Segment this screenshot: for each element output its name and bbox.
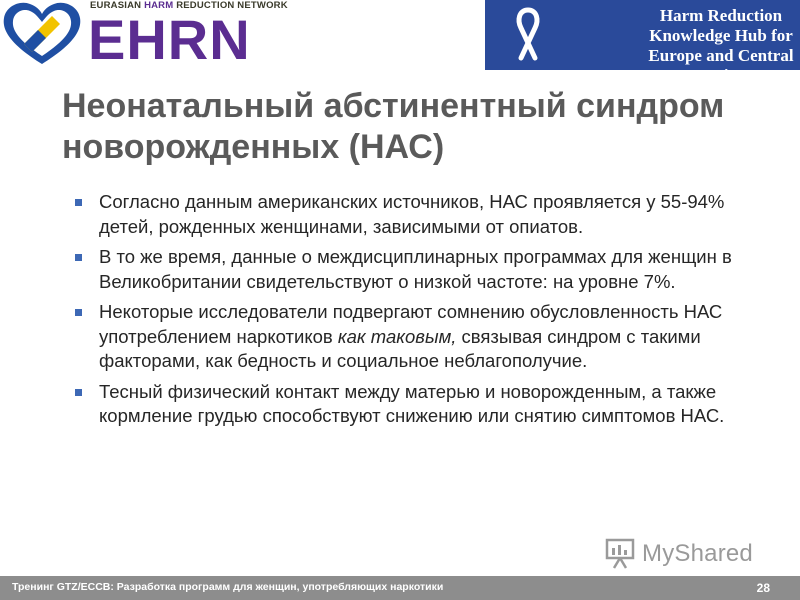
bullet-square-icon: [75, 199, 82, 206]
bullet-square-icon: [75, 389, 82, 396]
bullet-text-start: Некоторые исследователи подвергают сомнению обусловленность НАС употреблением наркотиков: [99, 301, 723, 347]
knowledge-hub-banner: [485, 0, 800, 85]
presentation-board-icon: [604, 536, 636, 570]
bullet-list: [72, 190, 732, 435]
hub-title: Harm Reduction Knowledge Hub for Europe and Central Asia: [648, 6, 794, 85]
network-name: EURASIAN HARM REDUCTION NETWORK: [90, 0, 288, 11]
bullet-text-italic: как таковым,: [337, 325, 457, 347]
bullet-text: Тесный физический контакт между матерью и новорожденным, а также кормление грудью способствуют снижению или снятию симптомов НАС.: [99, 380, 725, 426]
footer-bar: [0, 576, 800, 600]
bullet-item: [72, 300, 732, 374]
bullet-text: В то же время, данные о междисциплинарных программах для женщин в Великобритании свидетельствуют о низкой частоте: на уровне 7%.: [99, 246, 732, 292]
awareness-ribbon-icon: [505, 6, 551, 64]
page-number: 28: [756, 581, 770, 595]
footer-text: Тренинг GTZ/ECCB: Разработка программ для женщин, употребляющих наркотики: [12, 581, 444, 593]
bullet-square-icon: [75, 309, 82, 316]
myshared-watermark: [604, 536, 774, 574]
bullet-item: [72, 190, 732, 239]
ehrn-wordmark: EHRN: [88, 8, 251, 71]
heart-logo-icon: [0, 0, 90, 70]
header: [0, 0, 800, 85]
bullet-text-end: связывая синдром с такими факторами, как бедность и социальное неблагополучие.: [99, 325, 701, 371]
bullet-square-icon: [75, 254, 82, 261]
ehrn-logo: [0, 0, 300, 70]
slide-title: Неонатальный абстинентный синдром новорожденных (НАС): [62, 87, 725, 166]
bullet-item: [72, 380, 732, 429]
bullet-item: [72, 245, 732, 294]
bullet-text: Согласно данным американских источников, НАС проявляется у 55-94% детей, рожденных женщинами, зависимыми от опиатов.: [99, 191, 725, 237]
watermark-text: MyShared: [642, 540, 753, 567]
